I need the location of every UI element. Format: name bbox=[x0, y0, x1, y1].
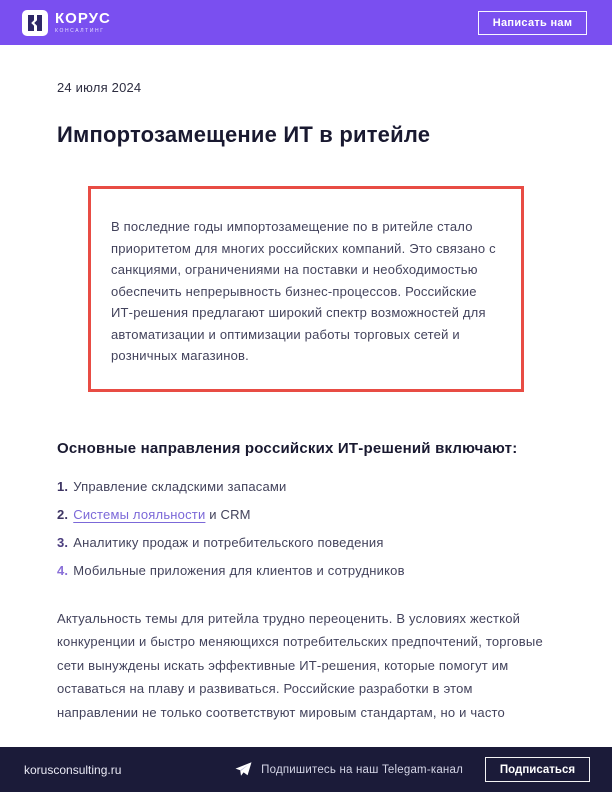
list-item-3 bbox=[57, 535, 555, 551]
list-text-2-after: и CRM bbox=[205, 506, 251, 522]
list-item-2 bbox=[57, 507, 555, 523]
paper-plane-icon bbox=[235, 762, 252, 777]
telegram-promo bbox=[235, 762, 463, 777]
directions-list bbox=[57, 479, 555, 579]
article-content bbox=[0, 45, 612, 724]
telegram-text: Подпишитесь на наш Telegam-канал bbox=[261, 763, 463, 776]
article-paragraph: Актуальность темы для ритейла трудно переоценить. В условиях жесткой конкуренции и быстро меняющихся потребительских предпочтений, торговые сети вынуждены искать эффективные ИТ-решения, которые помогут им оставаться на плаву и развиваться. Российские разработки в этом направлении не только соответствуют мировым стандартам, но и часто bbox=[57, 610, 543, 720]
subscribe-button[interactable]: Подписаться bbox=[485, 757, 590, 782]
section-heading: Основные направления российских ИТ-решений включают: bbox=[57, 439, 518, 457]
site-link[interactable]: korusconsulting.ru bbox=[24, 762, 122, 777]
page-title: Импортозамещение ИТ в ритейле bbox=[57, 122, 431, 147]
logo-text bbox=[55, 11, 111, 34]
korus-logo-icon bbox=[22, 10, 48, 36]
footer bbox=[0, 747, 612, 792]
logo-subtitle: КОНСАЛТИНГ bbox=[55, 28, 105, 34]
header bbox=[0, 0, 612, 45]
list-item-4 bbox=[57, 563, 555, 579]
korus-logo[interactable] bbox=[22, 10, 111, 36]
highlight-text: В последние годы импортозамещение по в ритейле стало приоритетом для многих российских компаний. Это связано с санкциями, ограничениями на поставки и необходимостью обеспечить непрерывность бизнес-процессов. Российские ИТ-решения предлагают широкий спектр возможностей для автоматизации и оптимизации работы торговых сетей и розничных магазинов. bbox=[111, 219, 496, 363]
highlight-box bbox=[88, 186, 524, 392]
list-number-1: 1. bbox=[57, 478, 69, 494]
list-number-4: 4. bbox=[57, 562, 69, 578]
list-text-4: Мобильные приложения для клиентов и сотрудников bbox=[73, 562, 405, 578]
article-date: 24 июля 2024 bbox=[57, 80, 142, 95]
loyalty-systems-link[interactable]: Системы лояльности bbox=[73, 506, 206, 522]
list-number-3: 3. bbox=[57, 534, 69, 550]
list-item-1 bbox=[57, 479, 555, 495]
list-text-1: Управление складскими запасами bbox=[73, 478, 287, 494]
contact-button[interactable]: Написать нам bbox=[478, 11, 587, 35]
logo-title: КОРУС bbox=[55, 10, 111, 27]
list-text-3: Аналитику продаж и потребительского поведения bbox=[73, 534, 384, 550]
list-number-2: 2. bbox=[57, 506, 69, 522]
